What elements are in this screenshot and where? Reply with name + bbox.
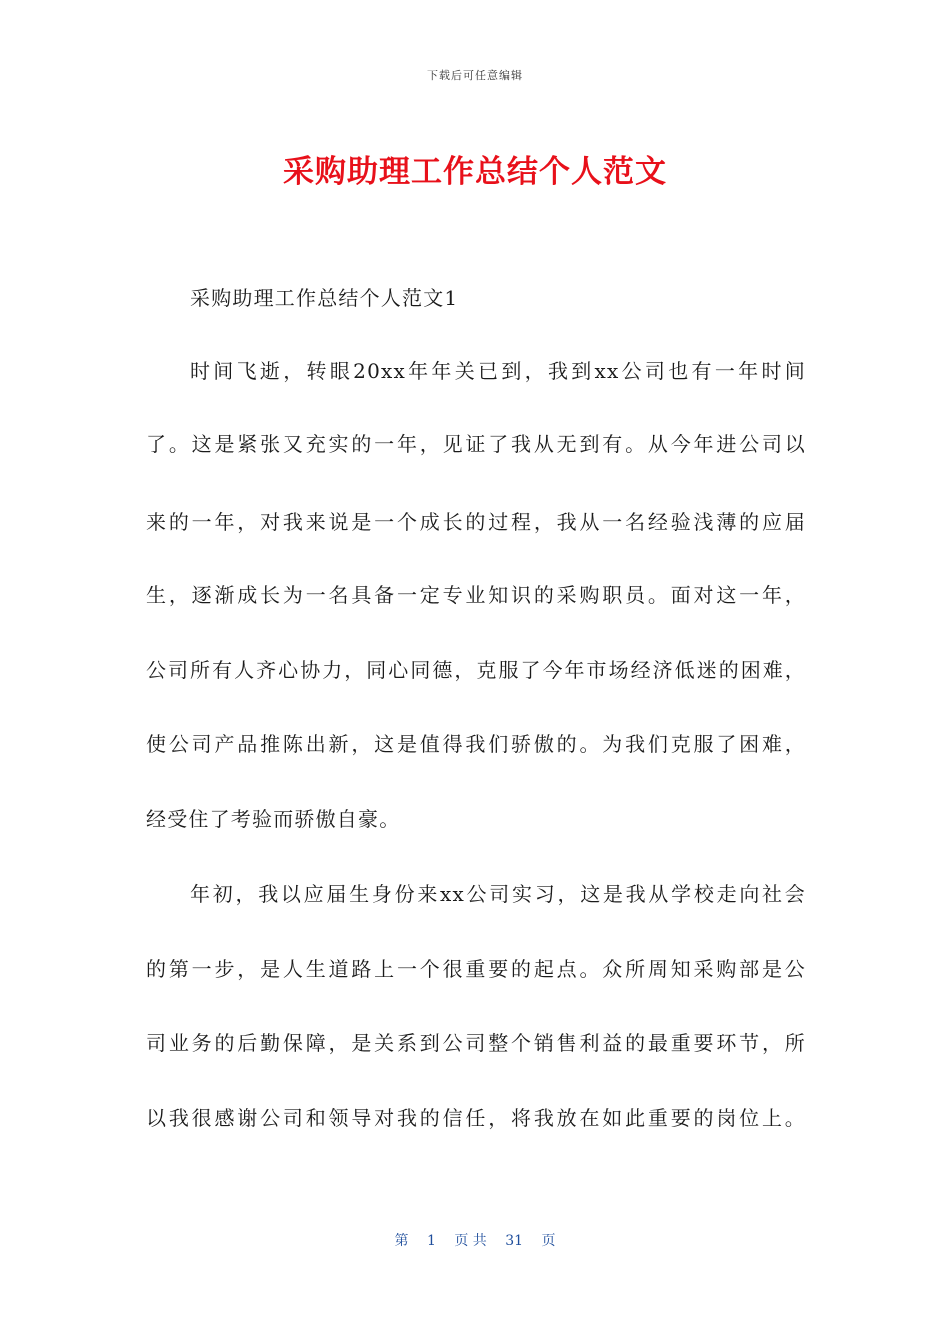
- document-title: 采购助理工作总结个人范文: [283, 154, 667, 190]
- footer-label-ye: 页: [541, 1233, 556, 1249]
- header-note: 下载后可任意编辑: [427, 69, 523, 82]
- paragraph-line: 生，逐渐成长为一名具备一定专业知识的采购职员。面对这一年，: [146, 583, 806, 607]
- paragraph-line: 的第一步，是人生道路上一个很重要的起点。众所周知采购部是公: [146, 957, 806, 981]
- paragraph-line: 以我很感谢公司和领导对我的信任，将我放在如此重要的岗位上。: [146, 1106, 806, 1130]
- page-footer: [0, 1230, 950, 1250]
- paragraph-line: 公司所有人齐心协力，同心同德，克服了今年市场经济低迷的困难，: [146, 658, 806, 682]
- paragraph-line: 使公司产品推陈出新，这是值得我们骄傲的。为我们克服了困难，: [146, 732, 806, 756]
- section-heading: 采购助理工作总结个人范文1: [190, 286, 459, 310]
- footer-label-di: 第: [394, 1233, 409, 1249]
- paragraph-line: 了。这是紧张又充实的一年，见证了我从无到有。从今年进公司以: [146, 432, 806, 456]
- paragraph-line: 时间飞逝，转眼20xx年年关已到，我到xx公司也有一年时间: [190, 359, 806, 383]
- paragraph-line: 经受住了考验而骄傲自豪。: [146, 807, 401, 831]
- footer-page-number: 1: [426, 1233, 436, 1249]
- footer-label-ye-gong: 页 共: [454, 1233, 487, 1249]
- paragraph-line: 司业务的后勤保障，是关系到公司整个销售利益的最重要环节，所: [146, 1031, 806, 1055]
- footer-total-pages: 31: [505, 1233, 524, 1249]
- paragraph-line: 年初，我以应届生身份来xx公司实习，这是我从学校走向社会: [190, 882, 806, 906]
- paragraph-line: 来的一年，对我来说是一个成长的过程，我从一名经验浅薄的应届: [146, 510, 806, 534]
